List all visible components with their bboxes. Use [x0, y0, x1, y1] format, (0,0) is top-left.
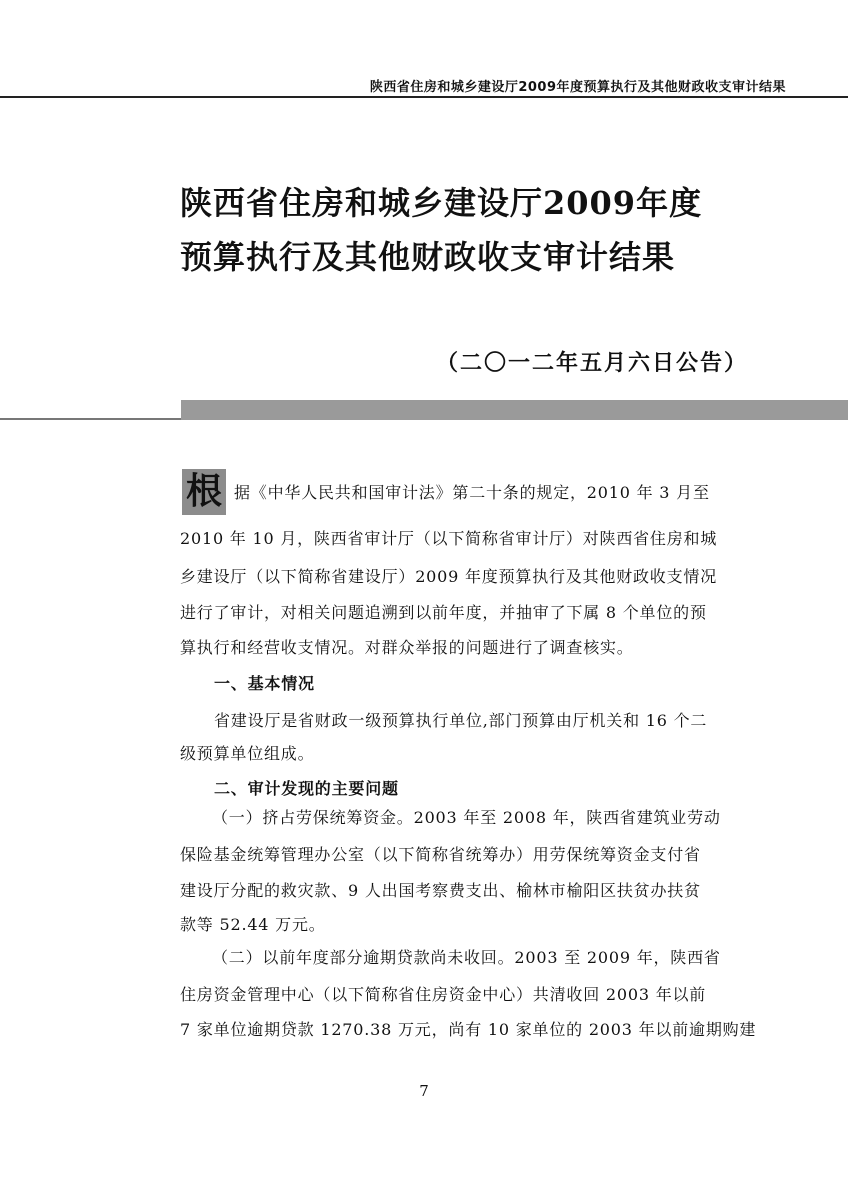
decorative-band	[181, 400, 848, 420]
header-rule	[0, 96, 848, 98]
text-line: 款等 52.44 万元。	[180, 915, 326, 934]
title-line-1: 陕西省住房和城乡建设厅2009年度	[180, 184, 703, 222]
text-line: （二）以前年度部分逾期贷款尚未收回。2003 至 2009 年，陕西省	[212, 948, 721, 967]
section-heading: 一、基本情况	[214, 674, 315, 693]
text-line: 乡建设厅（以下简称省建设厅）2009 年度预算执行及其他财政收支情况	[180, 567, 718, 586]
text-line: 保险基金统筹管理办公室（以下简称省统筹办）用劳保统筹资金支付省	[180, 845, 701, 864]
text-line: 7 家单位逾期贷款 1270.38 万元，尚有 10 家单位的 2003 年以前逾期购建	[180, 1020, 757, 1039]
text-line: 算执行和经营收支情况。对群众举报的问题进行了调查核实。	[180, 638, 634, 657]
section-heading: 二、审计发现的主要问题	[214, 779, 399, 798]
text-line: （一）挤占劳保统筹资金。2003 年至 2008 年，陕西省建筑业劳动	[212, 808, 721, 827]
text-line: 建设厅分配的救灾款、9 人出国考察费支出、榆林市榆阳区扶贫办扶贫	[180, 881, 701, 900]
text-line: 省建设厅是省财政一级预算执行单位,部门预算由厅机关和 16 个二	[214, 711, 708, 730]
text-line: 住房资金管理中心（以下简称省住房资金中心）共清收回 2003 年以前	[180, 985, 707, 1004]
document-title	[180, 176, 780, 284]
page-number: 7	[419, 1082, 429, 1100]
drop-cap: 根	[182, 469, 226, 515]
title-line-2: 预算执行及其他财政收支审计结果	[180, 238, 676, 276]
text-line: 2010 年 10 月，陕西省审计厅（以下简称省审计厅）对陕西省住房和城	[180, 529, 718, 548]
text-line: 进行了审计，对相关问题追溯到以前年度，并抽审了下属 8 个单位的预	[180, 603, 707, 622]
text-line: 据《中华人民共和国审计法》第二十条的规定，2010 年 3 月至	[234, 483, 710, 502]
announcement-date: （二〇一二年五月六日公告）	[435, 351, 748, 376]
running-header: 陕西省住房和城乡建设厅2009年度预算执行及其他财政收支审计结果	[369, 80, 786, 95]
text-line: 级预算单位组成。	[180, 744, 315, 763]
decorative-band-line	[0, 418, 181, 420]
